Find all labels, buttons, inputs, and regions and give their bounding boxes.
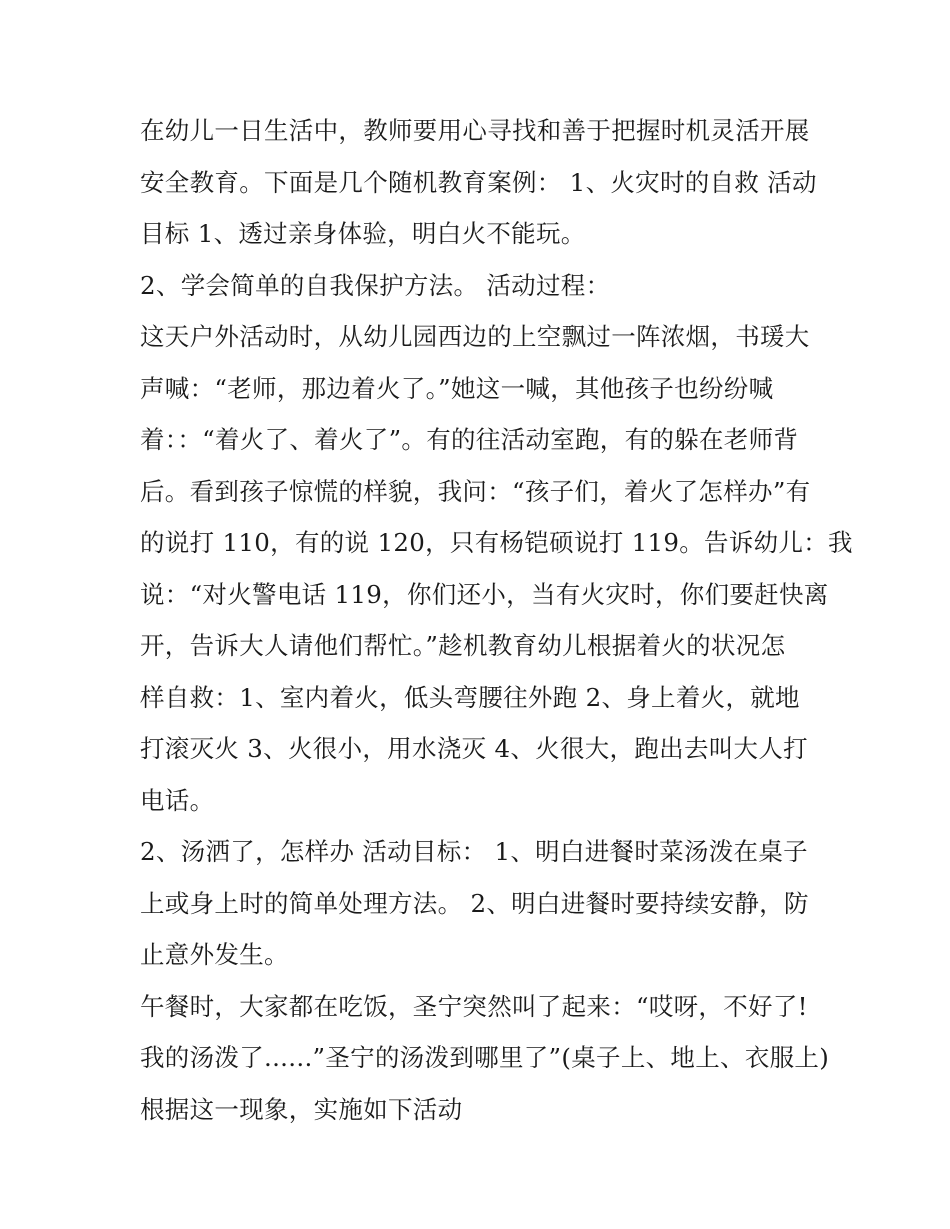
text-line: 2、汤洒了，怎样办 活动目标： 1、明白进餐时菜汤泼在桌子 <box>140 837 808 866</box>
document-body <box>140 105 853 1135</box>
text-line: 我的汤泼了......”圣宁的汤泼到哪里了”(桌子上、地上、衣服上) <box>140 1043 830 1072</box>
text-line: 止意外发生。 <box>140 940 289 969</box>
text-line: 这天户外活动时，从幼儿园西边的上空飘过一阵浓烟，书瑗大 <box>140 322 810 351</box>
text-line: 着：：“着火了、着火了”。有的往活动室跑，有的躲在老师背 <box>140 425 799 454</box>
text-line: 午餐时，大家都在吃饭，圣宁突然叫了起来：“哎呀，不好了! <box>140 991 808 1021</box>
text-line: 上或身上时的简单处理方法。 2、明白进餐时要持续安静，防 <box>140 888 809 918</box>
text-line: 打滚灭火 3、火很小，用水浇灭 4、火很大，跑出去叫大人打 <box>140 734 808 763</box>
text-line: 在幼儿一日生活中，教师要用心寻找和善于把握时机灵活开展 <box>140 116 810 145</box>
text-line: 说：“对火警电话 119，你们还小，当有火灾时，你们要赶快离 <box>140 579 829 609</box>
text-line: 后。看到孩子惊慌的样貌，我问：“孩子们，着火了怎样办”有 <box>140 476 811 506</box>
text-line: 的说打 110，有的说 120，只有杨铠硕说打 119。告诉幼儿：我 <box>140 528 853 557</box>
text-line: 安全教育。下面是几个随机教育案例： 1、火灾时的自救 活动 <box>140 167 817 197</box>
text-line: 样自救：1、室内着火，低头弯腰往外跑 2、身上着火，就地 <box>140 682 800 712</box>
text-line: 目标 1、透过亲身体验，明白火不能玩。 <box>140 219 586 248</box>
text-line: 根据这一现象，实施如下活动 <box>140 1094 463 1124</box>
text-line: 声喊：“老师，那边着火了。”她这一喊，其他孩子也纷纷喊 <box>140 373 774 403</box>
text-line: 电话。 <box>140 785 215 815</box>
text-line: 开，告诉大人请他们帮忙。”趁机教育幼儿根据着火的状况怎 <box>140 631 786 660</box>
text-line: 2、学会简单的自我保护方法。 活动过程： <box>140 270 611 300</box>
